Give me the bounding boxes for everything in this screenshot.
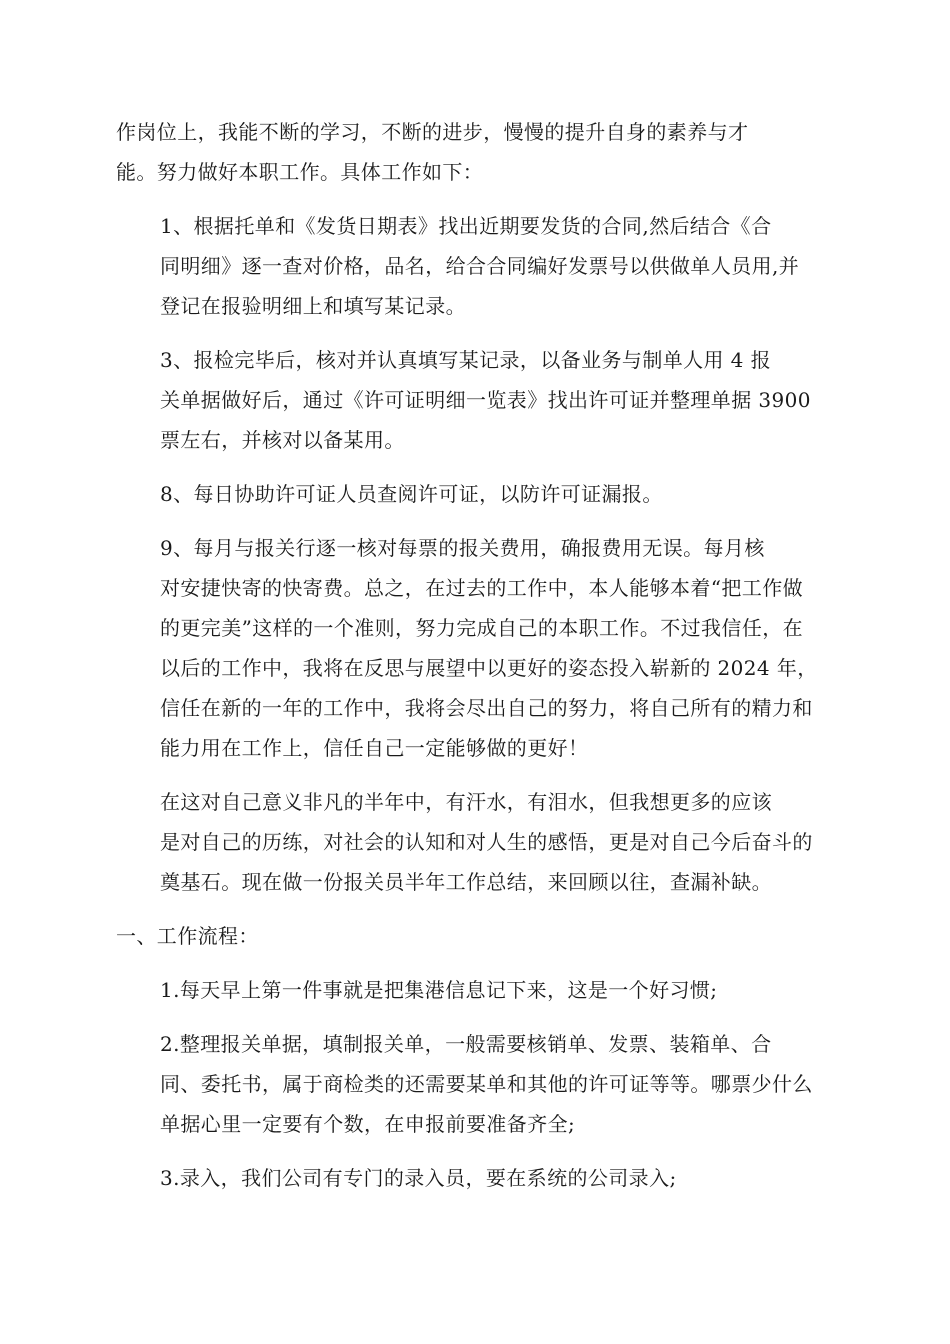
text-line: 奠基石。现在做一份报关员半年工作总结，来回顾以往，查漏补缺。 [160,870,772,894]
text-line: 9、每月与报关行逐一核对每票的报关费用，确报费用无误。每月核 [160,536,765,560]
text-line: 能力用在工作上，信任自己一定能够做的更好！ [160,736,589,760]
text-line: 3、报检完毕后，核对并认真填写某记录，以备业务与制单人用 4 报 [160,348,771,372]
paragraph-workflow-step-3 [116,1158,836,1198]
text-line: 票左右，并核对以备某用。 [160,428,405,452]
text-line: 的更完美”这样的一个准则，努力完成自己的本职工作。不过我信任，在 [160,616,804,640]
text-line: 作岗位上，我能不断的学习，不断的进步，慢慢的提升自身的素养与才 [116,120,749,144]
text-line: 登记在报验明细上和填写某记录。 [160,294,466,318]
section-heading-workflow [116,916,836,956]
text-line: 1、根据托单和《发货日期表》找出近期要发货的合同,然后结合《合 [160,214,772,238]
text-line: 同明细》逐一查对价格，品名，给合合同编好发票号以供做单人员用,并 [160,254,800,278]
text-line: 关单据做好后，通过《许可证明细一览表》找出许可证并整理单据 3900 [160,388,811,412]
paragraph-item-9 [116,528,836,768]
text-line: 以后的工作中，我将在反思与展望中以更好的姿态投入崭新的 2024 年， [160,656,818,680]
paragraph-half-year-reflection [116,782,836,902]
paragraph-item-3 [116,340,836,460]
text-line: 能。努力做好本职工作。具体工作如下： [116,160,484,184]
text-line: 2.整理报关单据，填制报关单，一般需要核销单、发票、装箱单、合 [160,1032,772,1056]
text-line: 信任在新的一年的工作中，我将会尽出自己的努力，将自己所有的精力和 [160,696,813,720]
paragraph-item-8 [116,474,836,514]
text-line: 一、工作流程： [116,924,259,948]
text-line: 3.录入，我们公司有专门的录入员，要在系统的公司录入; [160,1166,677,1190]
paragraph-workflow-step-1 [116,970,836,1010]
text-line: 是对自己的历练，对社会的认知和对人生的感悟，更是对自己今后奋斗的 [160,830,813,854]
document-body [116,112,836,1212]
paragraph-workflow-step-2 [116,1024,836,1144]
text-line: 对安捷快寄的快寄费。总之，在过去的工作中，本人能够本着“把工作做 [160,576,804,600]
paragraph-intro-continuation [116,112,836,192]
text-line: 在这对自己意义非凡的半年中，有汗水，有泪水，但我想更多的应该 [160,790,772,814]
text-line: 8、每日协助许可证人员查阅许可证，以防许可证漏报。 [160,482,663,506]
text-line: 1.每天早上第一件事就是把集港信息记下来，这是一个好习惯; [160,978,718,1002]
text-line: 同、委托书，属于商检类的还需要某单和其他的许可证等等。哪票少什么 [160,1072,813,1096]
paragraph-item-1 [116,206,836,326]
text-line: 单据心里一定要有个数，在申报前要准备齐全; [160,1112,576,1136]
